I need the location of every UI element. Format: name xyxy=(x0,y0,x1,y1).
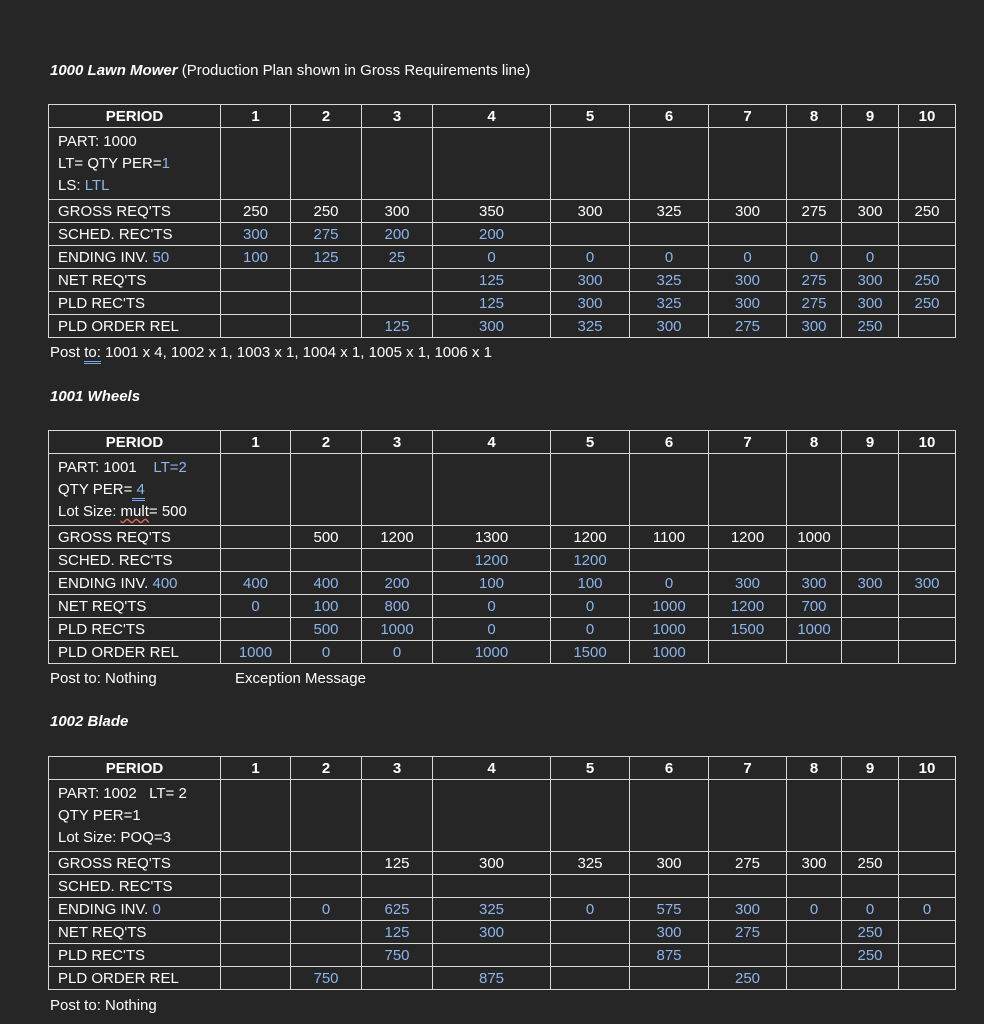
value-cell xyxy=(709,549,787,572)
row-label: GROSS REQ'TS xyxy=(49,852,221,875)
value-cell xyxy=(221,292,291,315)
value-cell: 1200 xyxy=(433,549,551,572)
value-cell: 100 xyxy=(291,595,362,618)
value-cell xyxy=(291,549,362,572)
value-cell: 300 xyxy=(842,269,899,292)
value-cell xyxy=(842,549,899,572)
value-cell: 300 xyxy=(362,200,433,223)
value-cell xyxy=(899,246,956,269)
part-info-row xyxy=(49,128,956,200)
section-title-1002: 1002 Blade xyxy=(50,713,129,730)
value-cell xyxy=(787,967,842,990)
value-cell xyxy=(221,875,291,898)
row-label: PLD ORDER REL xyxy=(49,641,221,664)
value-cell xyxy=(787,641,842,664)
value-cell: 100 xyxy=(221,246,291,269)
value-cell xyxy=(221,549,291,572)
value-cell: 1000 xyxy=(787,526,842,549)
value-cell: 350 xyxy=(433,200,551,223)
period-cell: 4 xyxy=(433,105,551,128)
value-cell xyxy=(899,875,956,898)
value-cell: 250 xyxy=(842,921,899,944)
value-cell xyxy=(551,967,630,990)
value-cell: 300 xyxy=(630,852,709,875)
value-cell xyxy=(842,595,899,618)
value-cell xyxy=(899,223,956,246)
row-label: GROSS REQ'TS xyxy=(49,526,221,549)
value-cell: 125 xyxy=(362,315,433,338)
period-cell: 2 xyxy=(291,757,362,780)
period-cell: 10 xyxy=(899,431,956,454)
value-cell xyxy=(433,944,551,967)
sched-rec-row xyxy=(49,223,956,246)
value-cell xyxy=(899,315,956,338)
value-cell: 325 xyxy=(433,898,551,921)
qty-line: QTY PER=1 xyxy=(58,807,141,824)
value-cell xyxy=(221,944,291,967)
value-cell xyxy=(291,269,362,292)
value-cell xyxy=(899,921,956,944)
part-info-row xyxy=(49,780,956,852)
row-label: PLD ORDER REL xyxy=(49,315,221,338)
value-cell: 700 xyxy=(787,595,842,618)
value-cell xyxy=(221,269,291,292)
period-cell: 2 xyxy=(291,431,362,454)
value-cell: 300 xyxy=(842,572,899,595)
value-cell: 300 xyxy=(787,852,842,875)
value-cell xyxy=(362,967,433,990)
value-cell: 300 xyxy=(709,898,787,921)
value-cell: 875 xyxy=(433,967,551,990)
value-cell: 1500 xyxy=(551,641,630,664)
mrp-table-1002 xyxy=(48,756,956,990)
value-cell xyxy=(787,549,842,572)
value-cell xyxy=(551,921,630,944)
title-rest: (Production Plan shown in Gross Requirements line) xyxy=(177,62,531,79)
period-cell: 1 xyxy=(221,757,291,780)
gross-req-row xyxy=(49,526,956,549)
value-cell: 575 xyxy=(630,898,709,921)
value-cell: 0 xyxy=(630,246,709,269)
value-cell: 300 xyxy=(842,200,899,223)
value-cell: 300 xyxy=(787,315,842,338)
value-cell: 1000 xyxy=(630,595,709,618)
row-label: ENDING INV. 50 xyxy=(49,246,221,269)
value-cell: 1000 xyxy=(433,641,551,664)
net-req-row xyxy=(49,269,956,292)
row-label: NET REQ'TS xyxy=(49,595,221,618)
value-cell: 1000 xyxy=(221,641,291,664)
value-cell: 0 xyxy=(709,246,787,269)
value-cell: 1500 xyxy=(709,618,787,641)
value-cell: 275 xyxy=(787,200,842,223)
value-cell: 1200 xyxy=(551,549,630,572)
gross-req-row xyxy=(49,852,956,875)
mrp-table-1000 xyxy=(48,104,956,338)
value-cell xyxy=(221,852,291,875)
period-cell: 1 xyxy=(221,431,291,454)
value-cell: 0 xyxy=(899,898,956,921)
value-cell: 0 xyxy=(787,246,842,269)
value-cell xyxy=(787,921,842,944)
period-cell: 9 xyxy=(842,757,899,780)
value-cell xyxy=(709,875,787,898)
exception-message: Exception Message xyxy=(235,670,366,687)
value-cell: 300 xyxy=(899,572,956,595)
value-cell xyxy=(221,618,291,641)
value-cell: 275 xyxy=(709,852,787,875)
value-cell: 1200 xyxy=(709,526,787,549)
value-cell: 300 xyxy=(630,921,709,944)
row-label: GROSS REQ'TS xyxy=(49,200,221,223)
period-cell: 5 xyxy=(551,431,630,454)
value-cell: 325 xyxy=(630,200,709,223)
row-label: PLD ORDER REL xyxy=(49,967,221,990)
period-cell: 8 xyxy=(787,757,842,780)
value-cell: 125 xyxy=(433,269,551,292)
part-line: PART: 1002 LT= 2 xyxy=(58,785,187,802)
value-cell: 1200 xyxy=(362,526,433,549)
value-cell xyxy=(787,875,842,898)
pld-order-row xyxy=(49,967,956,990)
value-cell: 250 xyxy=(899,292,956,315)
value-cell: 0 xyxy=(433,246,551,269)
value-cell: 500 xyxy=(291,618,362,641)
period-cell: 9 xyxy=(842,105,899,128)
value-cell: 1200 xyxy=(551,526,630,549)
value-cell: 250 xyxy=(899,200,956,223)
value-cell xyxy=(842,618,899,641)
value-cell: 125 xyxy=(433,292,551,315)
value-cell xyxy=(787,223,842,246)
period-cell: 7 xyxy=(709,431,787,454)
value-cell xyxy=(362,269,433,292)
row-label: NET REQ'TS xyxy=(49,269,221,292)
period-cell: 4 xyxy=(433,431,551,454)
value-cell: 300 xyxy=(842,292,899,315)
value-cell: 275 xyxy=(291,223,362,246)
value-cell: 400 xyxy=(221,572,291,595)
value-cell: 300 xyxy=(433,921,551,944)
value-cell: 300 xyxy=(433,315,551,338)
value-cell: 0 xyxy=(362,641,433,664)
value-cell: 1100 xyxy=(630,526,709,549)
value-cell: 1000 xyxy=(362,618,433,641)
value-cell: 325 xyxy=(630,292,709,315)
value-cell xyxy=(291,315,362,338)
period-row xyxy=(49,757,956,780)
row-label: PLD REC'TS xyxy=(49,944,221,967)
qty-line: QTY PER= 4 xyxy=(58,479,220,501)
period-cell: 2 xyxy=(291,105,362,128)
period-cell: 7 xyxy=(709,757,787,780)
row-label: SCHED. REC'TS xyxy=(49,875,221,898)
value-cell: 0 xyxy=(551,618,630,641)
period-row xyxy=(49,105,956,128)
value-cell: 125 xyxy=(362,852,433,875)
ending-inv-row xyxy=(49,572,956,595)
value-cell xyxy=(362,875,433,898)
value-cell: 125 xyxy=(291,246,362,269)
value-cell: 100 xyxy=(433,572,551,595)
period-cell: 3 xyxy=(362,757,433,780)
period-row xyxy=(49,431,956,454)
value-cell xyxy=(362,292,433,315)
period-cell: 6 xyxy=(630,431,709,454)
value-cell: 300 xyxy=(709,269,787,292)
value-cell: 275 xyxy=(709,315,787,338)
value-cell: 300 xyxy=(709,200,787,223)
row-label: NET REQ'TS xyxy=(49,921,221,944)
value-cell xyxy=(630,967,709,990)
value-cell: 250 xyxy=(291,200,362,223)
value-cell xyxy=(291,921,362,944)
value-cell: 325 xyxy=(551,852,630,875)
value-cell xyxy=(291,944,362,967)
period-cell: 7 xyxy=(709,105,787,128)
part-info xyxy=(49,128,221,200)
row-label: ENDING INV. 0 xyxy=(49,898,221,921)
value-cell: 0 xyxy=(842,246,899,269)
period-cell: 6 xyxy=(630,105,709,128)
value-cell: 750 xyxy=(291,967,362,990)
part-line: PART: 1000 xyxy=(58,133,137,150)
value-cell xyxy=(221,967,291,990)
part-info-row xyxy=(49,454,956,526)
lt-line: LT= QTY PER=1 xyxy=(58,155,170,172)
value-cell xyxy=(709,223,787,246)
row-label: SCHED. REC'TS xyxy=(49,549,221,572)
value-cell: 250 xyxy=(899,269,956,292)
value-cell: 250 xyxy=(842,315,899,338)
ending-inv-row xyxy=(49,246,956,269)
value-cell: 0 xyxy=(221,595,291,618)
value-cell: 0 xyxy=(787,898,842,921)
value-cell xyxy=(551,944,630,967)
value-cell: 100 xyxy=(551,572,630,595)
value-cell xyxy=(842,875,899,898)
row-label: ENDING INV. 400 xyxy=(49,572,221,595)
period-cell: 3 xyxy=(362,105,433,128)
value-cell: 250 xyxy=(842,852,899,875)
value-cell: 300 xyxy=(221,223,291,246)
value-cell: 500 xyxy=(291,526,362,549)
pld-order-row xyxy=(49,641,956,664)
value-cell xyxy=(221,526,291,549)
pld-order-row xyxy=(49,315,956,338)
value-cell xyxy=(551,223,630,246)
value-cell: 875 xyxy=(630,944,709,967)
value-cell xyxy=(899,595,956,618)
value-cell: 0 xyxy=(630,572,709,595)
period-cell: 10 xyxy=(899,105,956,128)
value-cell xyxy=(291,875,362,898)
value-cell: 400 xyxy=(291,572,362,595)
value-cell: 0 xyxy=(291,898,362,921)
value-cell: 1300 xyxy=(433,526,551,549)
period-label: PERIOD xyxy=(49,757,221,780)
value-cell xyxy=(291,292,362,315)
value-cell: 200 xyxy=(362,223,433,246)
sched-rec-row xyxy=(49,875,956,898)
pld-rec-row xyxy=(49,944,956,967)
value-cell: 0 xyxy=(433,618,551,641)
value-cell xyxy=(630,875,709,898)
lot-line: Lot Size: POQ=3 xyxy=(58,829,171,846)
period-label: PERIOD xyxy=(49,431,221,454)
value-cell: 325 xyxy=(630,269,709,292)
period-cell: 4 xyxy=(433,757,551,780)
value-cell xyxy=(709,944,787,967)
value-cell: 1000 xyxy=(630,641,709,664)
title-bold: 1000 Lawn Mower xyxy=(50,62,178,79)
value-cell: 250 xyxy=(221,200,291,223)
gross-req-row xyxy=(49,200,956,223)
period-cell: 3 xyxy=(362,431,433,454)
section-title-1000 xyxy=(50,62,530,79)
value-cell: 300 xyxy=(630,315,709,338)
value-cell: 275 xyxy=(709,921,787,944)
value-cell xyxy=(630,549,709,572)
value-cell: 125 xyxy=(362,921,433,944)
value-cell: 0 xyxy=(551,246,630,269)
period-cell: 6 xyxy=(630,757,709,780)
value-cell: 625 xyxy=(362,898,433,921)
value-cell xyxy=(221,921,291,944)
value-cell xyxy=(899,944,956,967)
section-title-1001: 1001 Wheels xyxy=(50,388,141,405)
value-cell: 200 xyxy=(433,223,551,246)
value-cell xyxy=(630,223,709,246)
post-to-1001: Post to: Nothing xyxy=(50,670,157,687)
value-cell: 200 xyxy=(362,572,433,595)
period-cell: 8 xyxy=(787,105,842,128)
value-cell: 300 xyxy=(551,200,630,223)
value-cell: 300 xyxy=(709,292,787,315)
value-cell xyxy=(787,944,842,967)
part-info xyxy=(49,780,221,852)
value-cell: 275 xyxy=(787,269,842,292)
value-cell: 800 xyxy=(362,595,433,618)
net-req-row xyxy=(49,921,956,944)
post-to-1002: Post to: Nothing xyxy=(50,997,157,1014)
value-cell xyxy=(842,526,899,549)
value-cell xyxy=(291,852,362,875)
period-cell: 5 xyxy=(551,757,630,780)
value-cell: 0 xyxy=(551,595,630,618)
value-cell xyxy=(221,898,291,921)
value-cell: 300 xyxy=(709,572,787,595)
net-req-row xyxy=(49,595,956,618)
lot-line: Lot Size: mult= 500 xyxy=(58,503,187,520)
value-cell xyxy=(433,875,551,898)
value-cell xyxy=(842,223,899,246)
period-label: PERIOD xyxy=(49,105,221,128)
value-cell: 25 xyxy=(362,246,433,269)
value-cell xyxy=(362,549,433,572)
value-cell xyxy=(709,641,787,664)
ending-inv-row xyxy=(49,898,956,921)
period-cell: 1 xyxy=(221,105,291,128)
value-cell xyxy=(899,549,956,572)
value-cell: 0 xyxy=(551,898,630,921)
value-cell: 750 xyxy=(362,944,433,967)
value-cell xyxy=(899,852,956,875)
part-line: PART: 1001 LT=2 xyxy=(58,459,187,476)
value-cell xyxy=(221,315,291,338)
row-label: PLD REC'TS xyxy=(49,292,221,315)
pld-rec-row xyxy=(49,618,956,641)
part-info xyxy=(49,454,221,526)
ls-line: LS: LTL xyxy=(58,177,110,194)
value-cell: 325 xyxy=(551,315,630,338)
value-cell xyxy=(842,641,899,664)
value-cell: 300 xyxy=(551,292,630,315)
value-cell xyxy=(899,641,956,664)
pld-rec-row xyxy=(49,292,956,315)
value-cell xyxy=(842,967,899,990)
value-cell: 250 xyxy=(842,944,899,967)
sched-rec-row xyxy=(49,549,956,572)
value-cell: 300 xyxy=(787,572,842,595)
value-cell: 300 xyxy=(551,269,630,292)
value-cell: 300 xyxy=(433,852,551,875)
period-cell: 10 xyxy=(899,757,956,780)
post-to-1000: Post to: 1001 x 4, 1002 x 1, 1003 x 1, 1004 x 1, 1005 x 1, 1006 x 1 xyxy=(50,344,492,361)
value-cell: 0 xyxy=(433,595,551,618)
value-cell: 1000 xyxy=(630,618,709,641)
value-cell xyxy=(551,875,630,898)
value-cell: 0 xyxy=(291,641,362,664)
row-label: SCHED. REC'TS xyxy=(49,223,221,246)
value-cell: 1000 xyxy=(787,618,842,641)
value-cell: 1200 xyxy=(709,595,787,618)
value-cell: 250 xyxy=(709,967,787,990)
value-cell xyxy=(899,618,956,641)
value-cell: 0 xyxy=(842,898,899,921)
value-cell xyxy=(899,526,956,549)
value-cell xyxy=(899,967,956,990)
mrp-table-1001 xyxy=(48,430,956,664)
value-cell: 275 xyxy=(787,292,842,315)
period-cell: 8 xyxy=(787,431,842,454)
period-cell: 9 xyxy=(842,431,899,454)
period-cell: 5 xyxy=(551,105,630,128)
row-label: PLD REC'TS xyxy=(49,618,221,641)
